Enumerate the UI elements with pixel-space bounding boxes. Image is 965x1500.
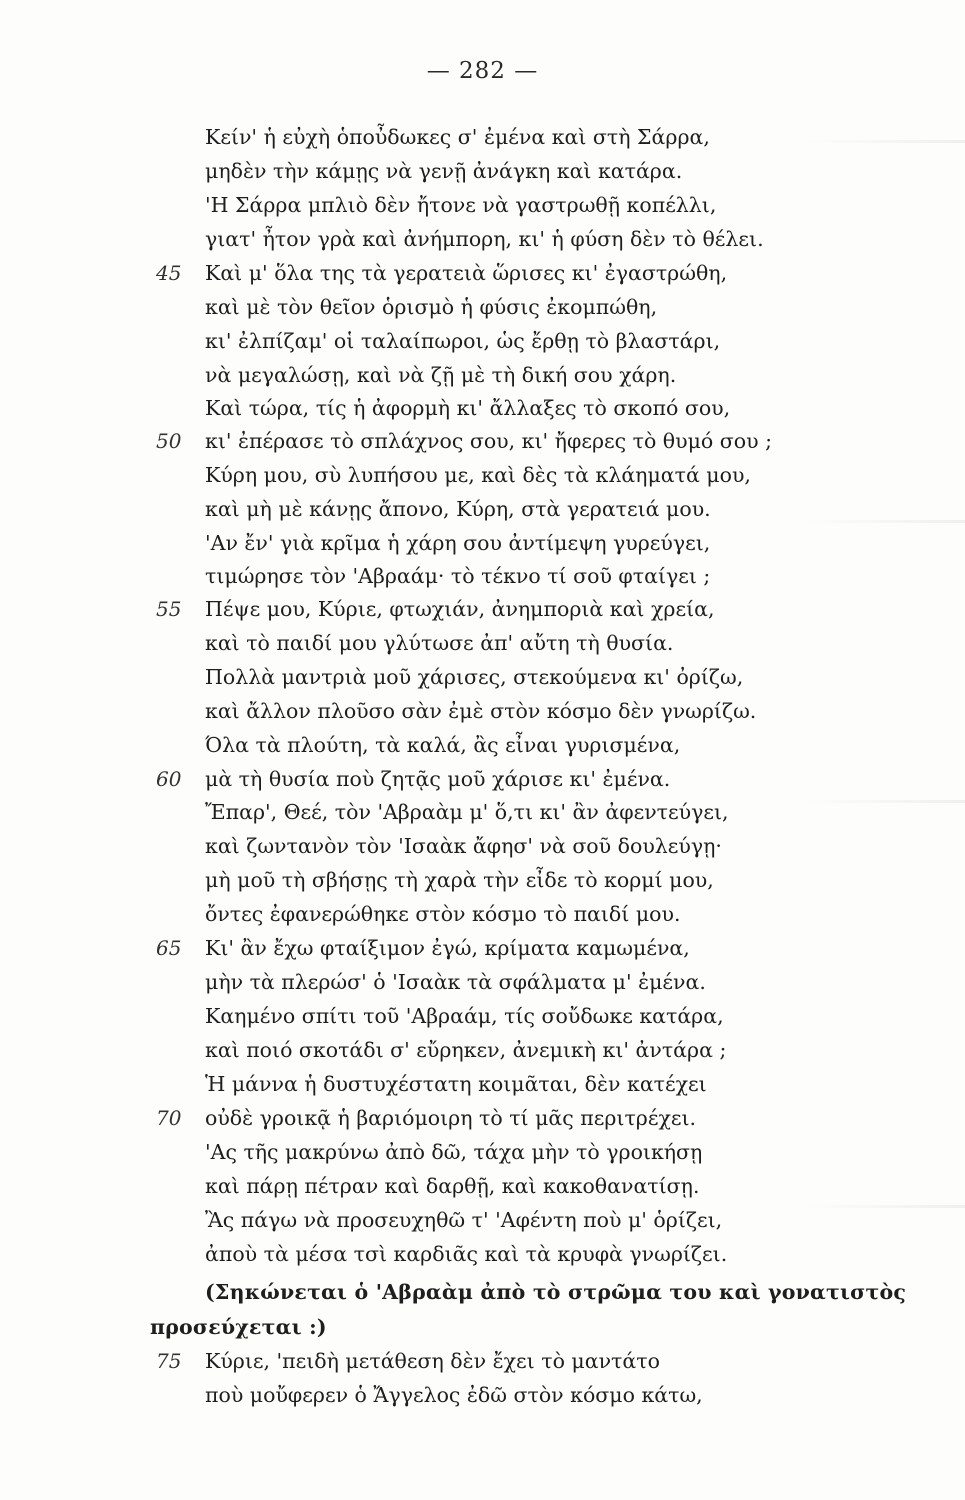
verse-line: μὴν τὰ πλερώσ' ὁ 'Ισαὰκ τὰ σφάλματα μ' ἐμένα. — [205, 970, 706, 994]
verse-line: 'Ας τῆς μακρύνω ἀπὸ δῶ, τάχα μὴν τὸ γροικήσῃ — [205, 1140, 703, 1164]
verse-line: καὶ τὸ παιδί μου γλύτωσε ἀπ' αὔτη τὴ θυσία. — [205, 631, 674, 655]
verse-line: μηδὲν τὴν κάμῃς νὰ γενῇ ἀνάγκη καὶ κατάρα. — [205, 159, 683, 183]
verse-line: τιμώρησε τὸν 'Αβραάμ· τὸ τέκνο τί σοῦ φταίγει ; — [205, 564, 711, 588]
line-number: 50 — [156, 429, 182, 453]
bleed-through-mark — [805, 520, 965, 523]
verse-line: Ἂς πάγω νὰ προσευχηθῶ τ' 'Αφέντη ποὺ μ' ὁρίζει, — [205, 1208, 723, 1232]
line-number: 45 — [156, 261, 182, 285]
verse-line: καὶ ποιό σκοτάδι σ' εὔρηκεν, ἀνεμικὴ κι' ἀντάρα ; — [205, 1038, 727, 1062]
verse-line: Όλα τὰ πλούτη, τὰ καλά, ἂς εἶναι γυρισμένα, — [205, 733, 681, 757]
verse-line: Καημένο σπίτι τοῦ 'Αβραάμ, τίς σοὔδωκε κατάρα, — [205, 1004, 724, 1028]
bleed-through-mark — [805, 1205, 965, 1208]
verse-line: ποὺ μοὔφερεν ὁ Ἄγγελος ἐδῶ στὸν κόσμο κάτω, — [205, 1383, 703, 1407]
line-number: 75 — [156, 1349, 182, 1373]
verse-line: καὶ ζωντανὸν τὸν 'Ισαὰκ ἄφησ' νὰ σοῦ δουλεύγῃ· — [205, 834, 722, 858]
verse-line: Ἡ μάννα ἡ δυστυχέστατη κοιμᾶται, δὲν κατέχει — [205, 1072, 707, 1096]
verse-line: οὐδὲ γροικᾷ ἡ βαριόμοιρη τὸ τί μᾶς περιτρέχει. — [205, 1106, 697, 1130]
verse-line: καὶ μὴ μὲ κάνῃς ἄπονο, Κύρη, στὰ γερατειά μου. — [205, 497, 711, 521]
line-number: 60 — [156, 767, 182, 791]
bleed-through-mark — [805, 800, 965, 803]
verse-line: νὰ μεγαλώσῃ, καὶ νὰ ζῇ μὲ τὴ δική σου χάρη. — [205, 363, 677, 387]
verse-line: μὰ τὴ θυσία ποὺ ζητᾷς μοῦ χάρισε κι' ἐμένα. — [205, 767, 671, 791]
verse-line: μὴ μοῦ τὴ σβήσῃς τὴ χαρὰ τὴν εἶδε τὸ κορμί μου, — [205, 868, 714, 892]
line-number: 70 — [156, 1106, 182, 1130]
line-number: 55 — [156, 597, 182, 621]
verse-line: Κύρη μου, σὺ λυπήσου με, καὶ δὲς τὰ κλάηματά μου, — [205, 463, 751, 487]
verse-line: κι' ἐλπίζαμ' οἱ ταλαίπωροι, ὡς ἔρθῃ τὸ βλαστάρι, — [205, 329, 721, 353]
verse-line: ἀποὺ τὰ μέσα τσὶ καρδιᾶς καὶ τὰ κρυφὰ γνωρίζει. — [205, 1242, 728, 1266]
verse-line: Πολλὰ μαντριὰ μοῦ χάρισες, στεκούμενα κι' ὀρίζω, — [205, 665, 744, 689]
bleed-through-mark — [805, 140, 965, 143]
verse-line: Κύριε, 'πειδὴ μετάθεση δὲν ἔχει τὸ μαντάτο — [205, 1349, 660, 1373]
verse-line: κι' ἐπέρασε τὸ σπλάχνος σου, κι' ἤφερες τὸ θυμό σου ; — [205, 429, 773, 453]
verse-line: Κείν' ἡ εὐχὴ ὁποὖδωκες σ' ἐμένα καὶ στὴ Σάρρα, — [205, 125, 710, 149]
line-number: 65 — [156, 936, 182, 960]
verse-line: Ἔπαρ', Θεέ, τὸν 'Αβραὰμ μ' ὅ,τι κι' ἂν ἀφεντεύγει, — [205, 800, 729, 824]
verse-line: Καὶ μ' ὅλα της τὰ γερατειὰ ὥρισες κι' ἐγαστρώθη, — [205, 261, 728, 285]
verse-line: 'Αν ἔν' γιὰ κρῖμα ἡ χάρη σου ἀντίμεψη γυρεύγει, — [205, 531, 711, 555]
verse-line: καὶ ἄλλον πλοῦσο σὰν ἐμὲ στὸν κόσμο δὲν γνωρίζω. — [205, 699, 757, 723]
verse-line: Πέψε μου, Κύριε, φτωχιάν, ἀνημποριὰ καὶ χρεία, — [205, 597, 715, 621]
verse-line: Καὶ τώρα, τίς ἡ ἀφορμὴ κι' ἄλλαξες τὸ σκοπό σου, — [205, 396, 731, 420]
verse-line: 'Η Σάρρα μπλιὸ δὲν ἤτονε νὰ γαστρωθῇ κοπέλλι, — [205, 193, 717, 217]
verse-line: καὶ μὲ τὸν θεῖον ὁρισμὸ ἡ φύσις ἐκομπώθη, — [205, 295, 658, 319]
stage-direction: προσεύχεται :) — [150, 1315, 327, 1339]
verse-line: ὄντες ἐφανερώθηκε στὸν κόσμο τὸ παιδί μου. — [205, 902, 681, 926]
page-number: — 282 — — [426, 58, 539, 84]
verse-line: Κι' ἂν ἔχω φταίξιμον ἐγώ, κρίματα καμωμένα, — [205, 936, 690, 960]
verse-line: καὶ πάρῃ πέτραν καὶ δαρθῇ, καὶ κακοθανατίσῃ. — [205, 1174, 700, 1198]
stage-direction: (Σηκώνεται ὁ 'Αβραὰμ ἀπὸ τὸ στρῶμα του καὶ γονατιστὸς — [205, 1280, 907, 1304]
verse-line: γιατ' ἦτον γρὰ καὶ ἀνήμπορη, κι' ἡ φύση δὲν τὸ θέλει. — [205, 227, 764, 251]
